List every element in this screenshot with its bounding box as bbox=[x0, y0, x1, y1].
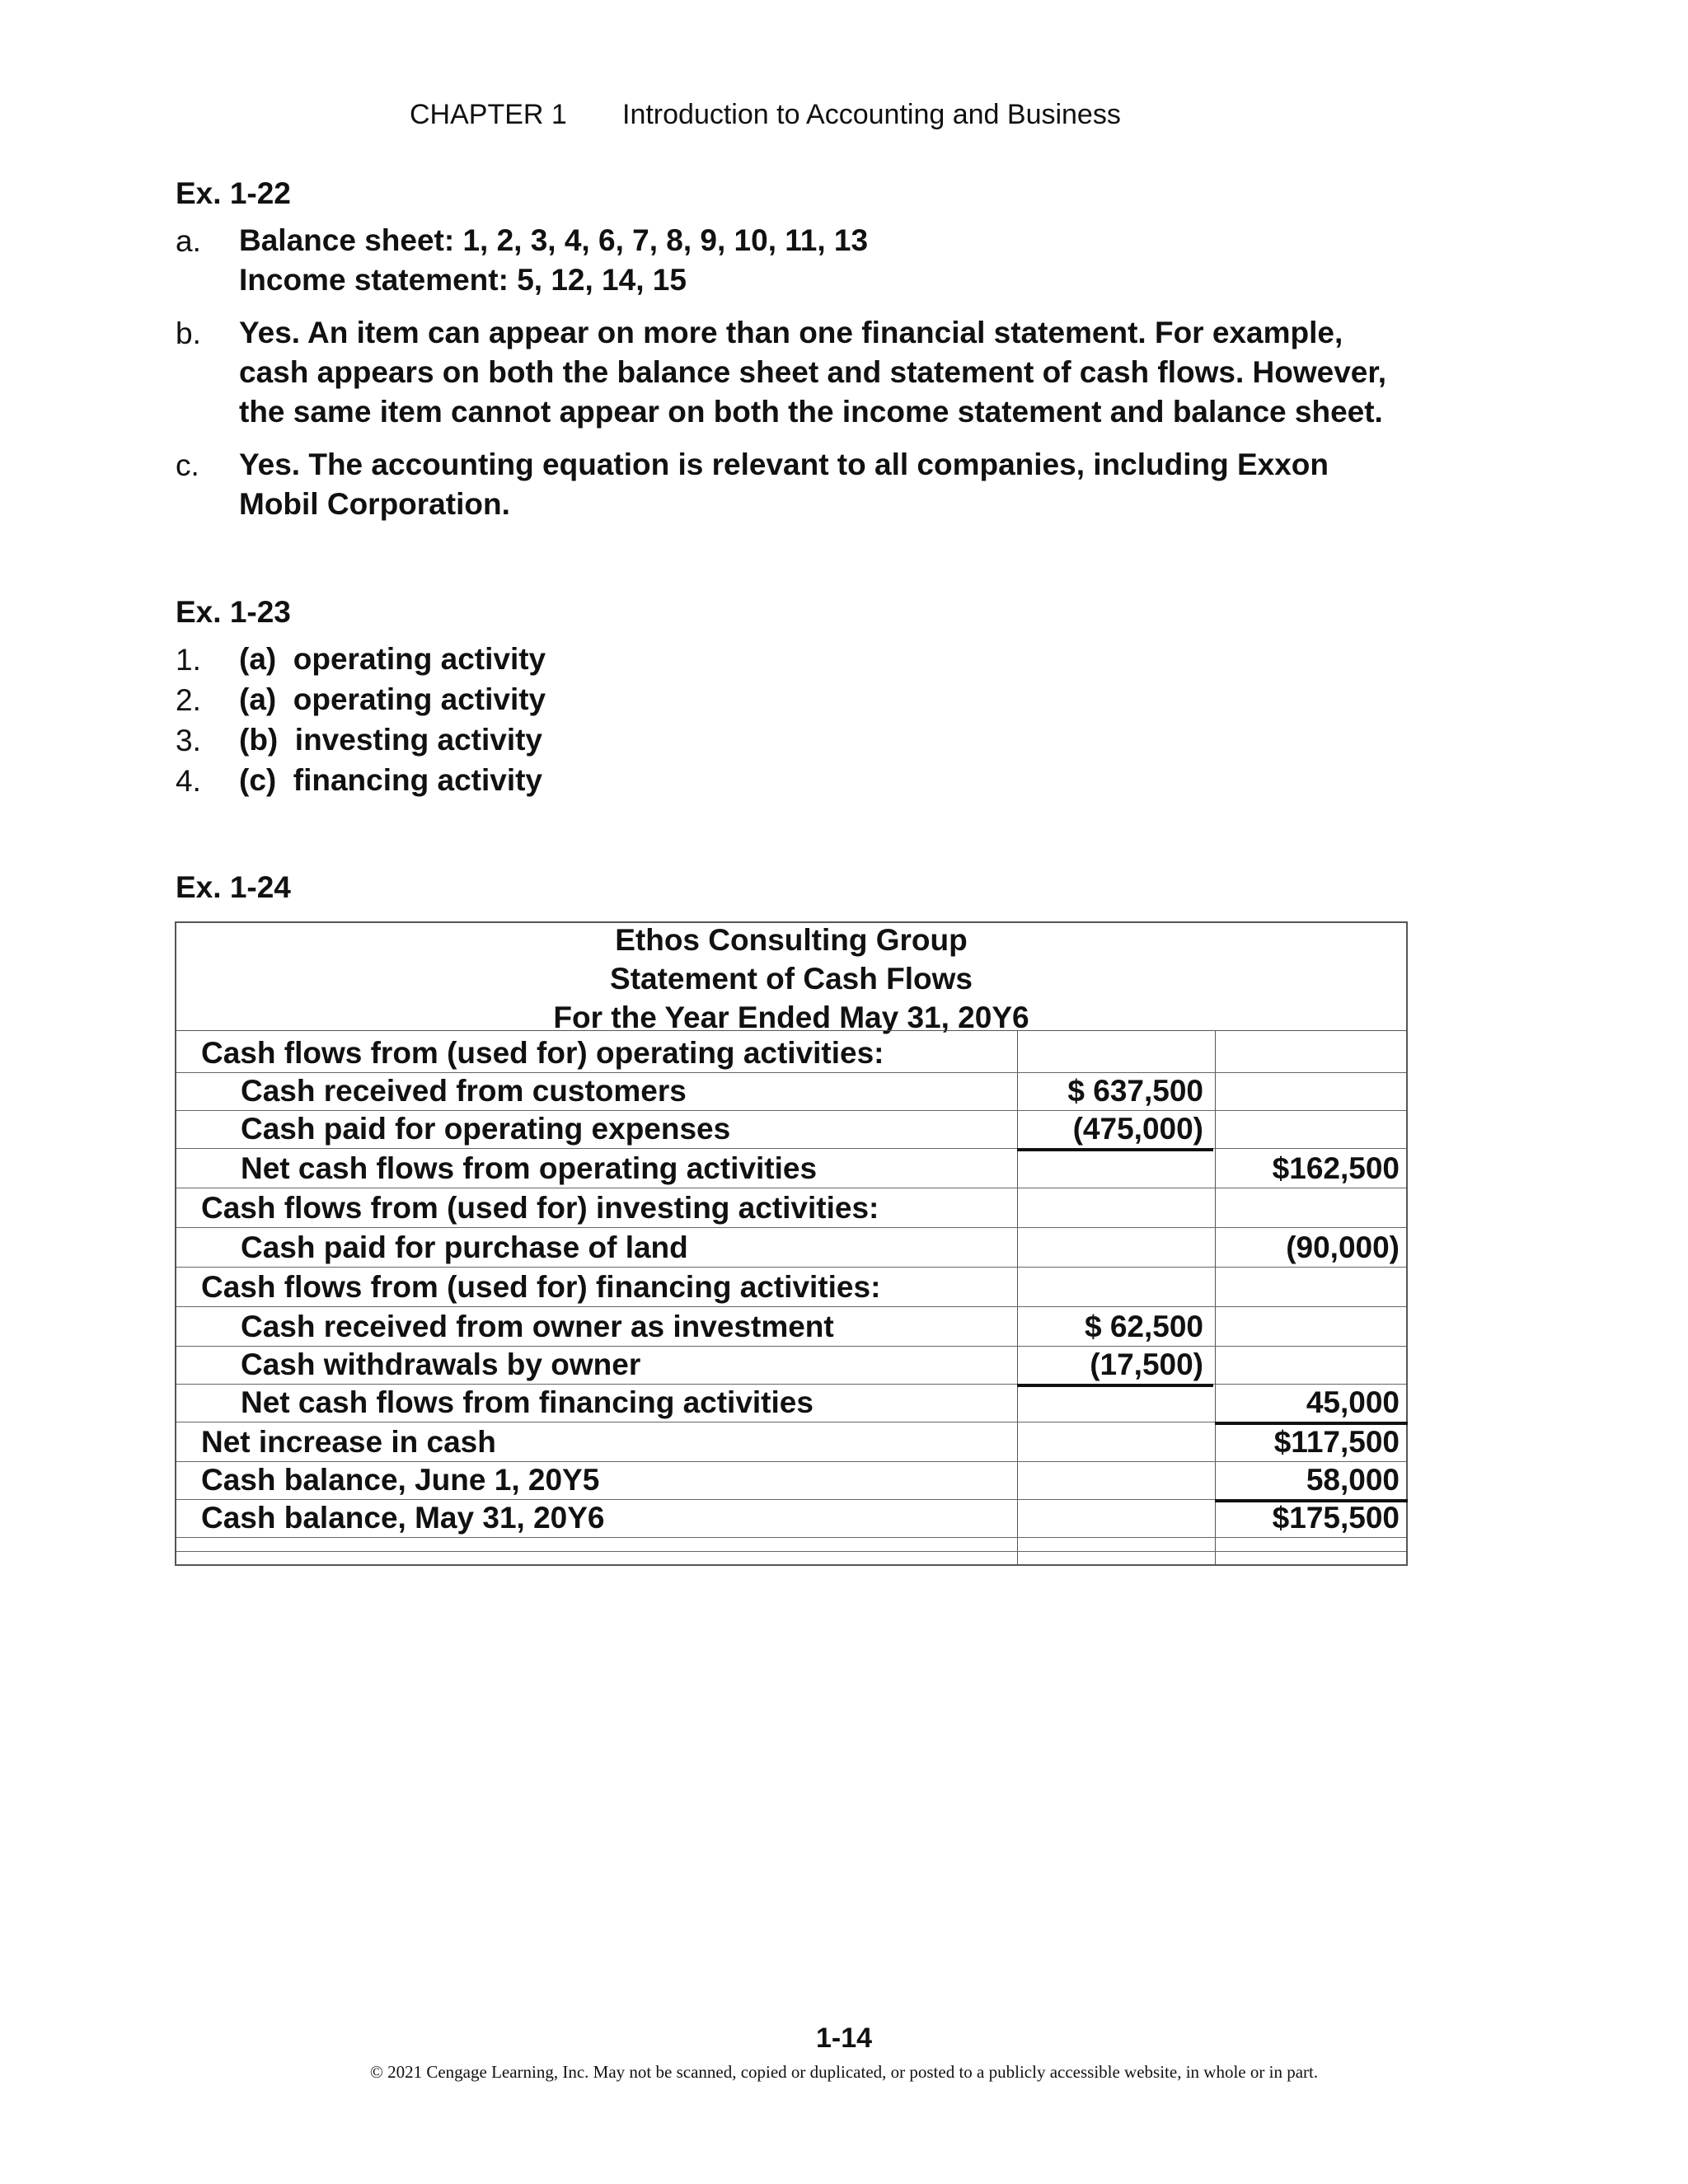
statement-row-label: Cash balance, May 31, 20Y6 bbox=[201, 1501, 605, 1535]
statement-amount-col1: $ 62,500 bbox=[1084, 1310, 1203, 1343]
statement-row-label: Net increase in cash bbox=[201, 1425, 496, 1459]
page-number: 1-14 bbox=[815, 2022, 873, 2054]
statement-row-label: Cash balance, June 1, 20Y5 bbox=[201, 1463, 600, 1497]
statement-row-label: Cash flows from (used for) investing activities: bbox=[201, 1191, 879, 1225]
ex23-item-3: (b) investing activity bbox=[239, 723, 543, 757]
statement-amount-col2: $117,500 bbox=[1273, 1425, 1400, 1459]
row-rule bbox=[176, 1306, 1406, 1307]
statement-row-label: Cash received from owner as investment bbox=[241, 1310, 834, 1343]
statement-amount-col2: (90,000) bbox=[1286, 1230, 1400, 1264]
statement-amount-col1: (475,000) bbox=[1072, 1112, 1203, 1146]
ex23-item-1: (a) operating activity bbox=[239, 642, 546, 676]
statement-row-label: Cash flows from (used for) financing activities: bbox=[201, 1270, 881, 1304]
cash-flow-statement bbox=[175, 921, 1408, 1566]
ex23-num-3: 3. bbox=[176, 724, 201, 757]
copyright-notice: © 2021 Cengage Learning, Inc. May not be scanned, copied or duplicated, or posted to a publicly accessible website, in whole or in part. bbox=[369, 2062, 1319, 2082]
statement-company: Ethos Consulting Group bbox=[615, 923, 968, 957]
ex23-item-2: (a) operating activity bbox=[239, 682, 546, 716]
row-rule bbox=[176, 1267, 1406, 1268]
ex22-c-line1: Yes. The accounting equation is relevant to all companies, including Exxon bbox=[239, 448, 1329, 481]
statement-amount-col2: 58,000 bbox=[1306, 1463, 1400, 1497]
statement-name: Statement of Cash Flows bbox=[610, 962, 973, 996]
ex22-c-label: c. bbox=[176, 448, 199, 482]
ex23-item-4: (c) financing activity bbox=[239, 763, 543, 797]
row-rule bbox=[176, 1461, 1406, 1462]
row-rule bbox=[176, 1384, 1406, 1385]
statement-amount-col2: $162,500 bbox=[1272, 1151, 1400, 1185]
subtotal-rule bbox=[1017, 1384, 1213, 1387]
ex22-b-label: b. bbox=[176, 316, 201, 350]
row-rule bbox=[176, 1551, 1406, 1552]
statement-amount-col1: $ 637,500 bbox=[1067, 1074, 1203, 1108]
ex22-b-line1: Yes. An item can appear on more than one financial statement. For example, bbox=[239, 316, 1343, 349]
chapter-label: CHAPTER 1 bbox=[410, 99, 567, 130]
statement-row-label: Net cash flows from operating activities bbox=[241, 1151, 818, 1185]
ex22-a-line2: Income statement: 5, 12, 14, 15 bbox=[239, 263, 687, 297]
ex23-num-2: 2. bbox=[176, 683, 201, 717]
statement-row-label: Cash paid for operating expenses bbox=[241, 1112, 731, 1146]
statement-amount-col2: 45,000 bbox=[1306, 1385, 1400, 1419]
title-separator bbox=[176, 1030, 1406, 1031]
ex22-c-line2: Mobil Corporation. bbox=[239, 487, 510, 521]
ex23-num-4: 4. bbox=[176, 764, 201, 798]
subtotal-rule bbox=[1017, 1148, 1213, 1151]
chapter-title: Introduction to Accounting and Business bbox=[622, 99, 1121, 130]
row-rule bbox=[176, 1072, 1406, 1073]
statement-row-label: Cash withdrawals by owner bbox=[241, 1347, 641, 1381]
statement-row-label: Cash flows from (used for) operating activities: bbox=[201, 1036, 884, 1070]
row-rule bbox=[176, 1110, 1406, 1111]
ex22-a-label: a. bbox=[176, 224, 201, 258]
row-rule bbox=[176, 1148, 1406, 1149]
statement-amount-col1: (17,500) bbox=[1090, 1347, 1203, 1381]
statement-period: For the Year Ended May 31, 20Y6 bbox=[553, 1001, 1029, 1034]
row-rule bbox=[176, 1227, 1406, 1228]
row-rule bbox=[176, 1346, 1406, 1347]
statement-row-label: Net cash flows from financing activities bbox=[241, 1385, 814, 1419]
ex24-heading: Ex. 1-24 bbox=[176, 870, 291, 904]
ex23-num-1: 1. bbox=[176, 643, 201, 677]
ex22-heading: Ex. 1-22 bbox=[176, 176, 291, 210]
statement-amount-col2: $175,500 bbox=[1272, 1501, 1400, 1535]
ex22-b-line3: the same item cannot appear on both the income statement and balance sheet. bbox=[239, 395, 1383, 429]
statement-row-label: Cash paid for purchase of land bbox=[241, 1230, 688, 1264]
ex22-b-line2: cash appears on both the balance sheet and statement of cash flows. However, bbox=[239, 355, 1386, 389]
ex22-a-line1: Balance sheet: 1, 2, 3, 4, 6, 7, 8, 9, 10, 11, 13 bbox=[239, 223, 869, 257]
ex23-heading: Ex. 1-23 bbox=[176, 595, 291, 629]
statement-row-label: Cash received from customers bbox=[241, 1074, 687, 1108]
row-rule bbox=[176, 1537, 1406, 1538]
